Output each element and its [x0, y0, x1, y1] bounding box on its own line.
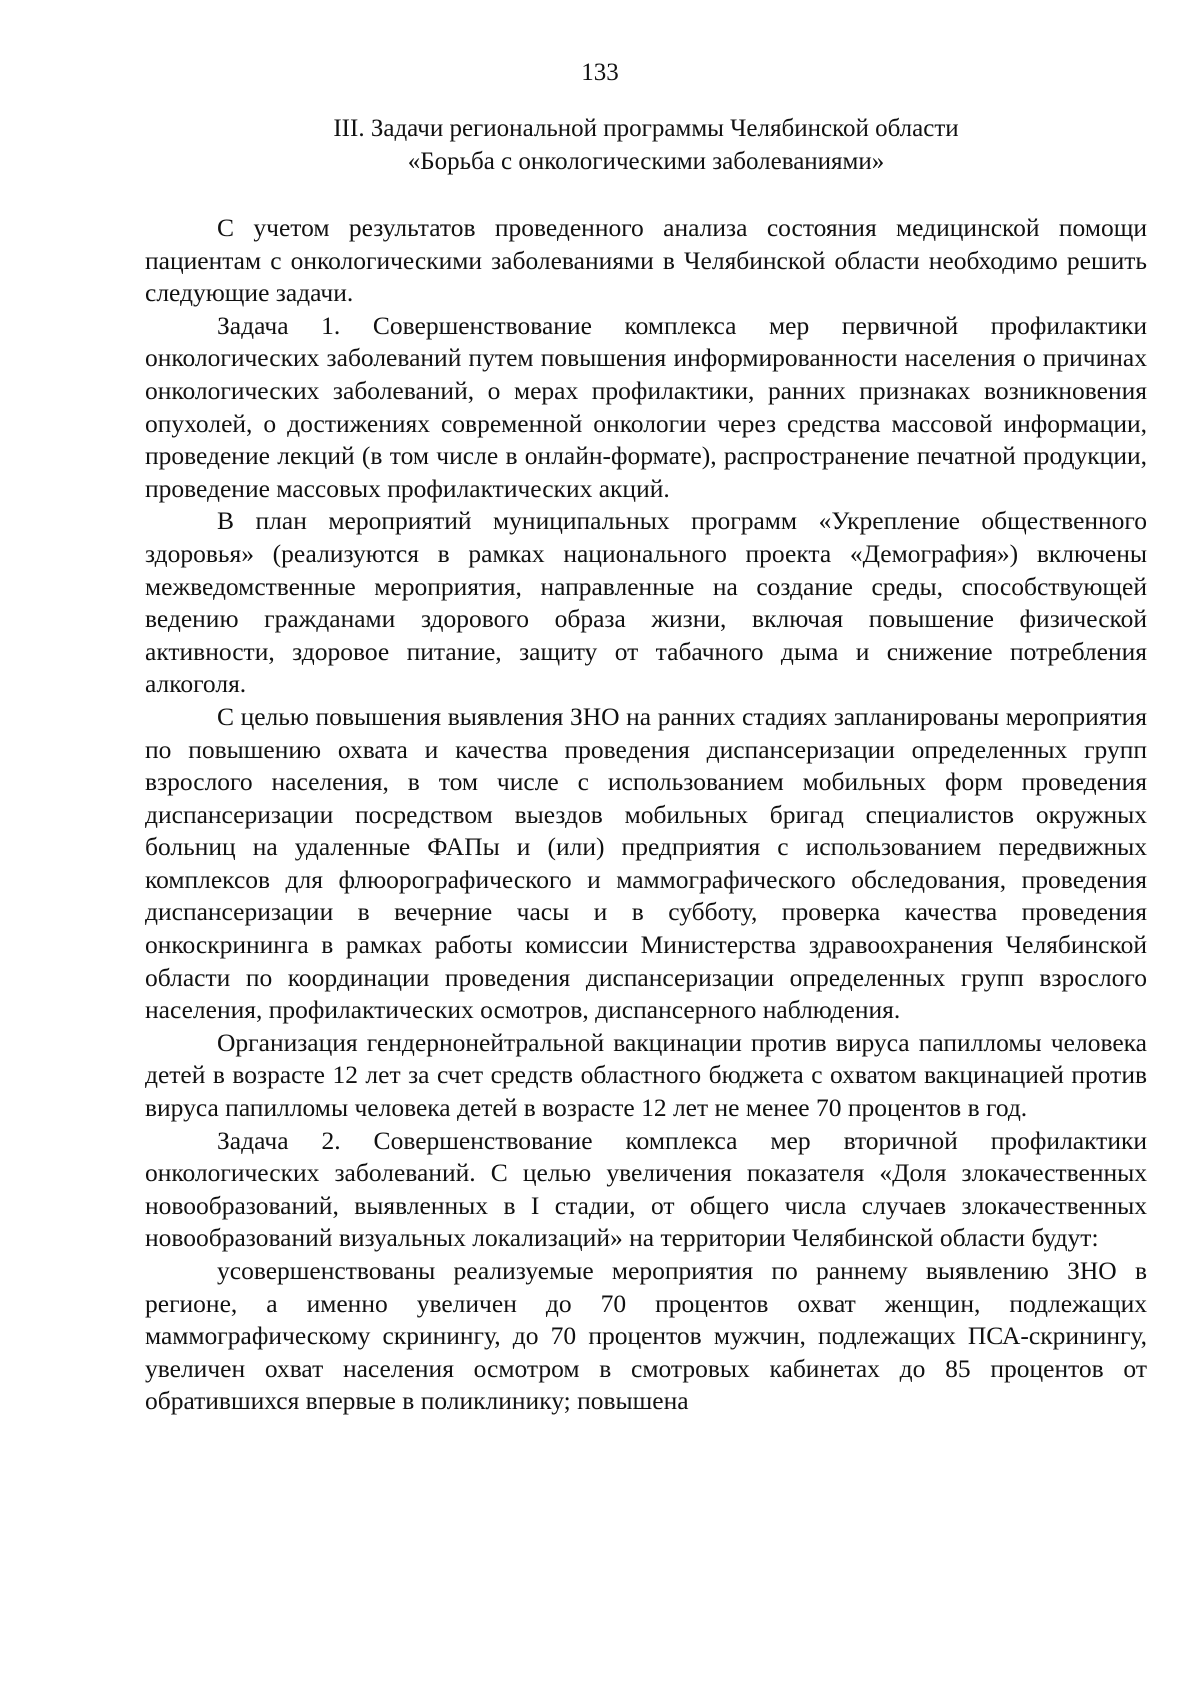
paragraph-screening: С целью повышения выявления ЗНО на ранних стадиях запланированы мероприятия по повышению охвата и качества проведения диспансеризации определенных групп взрослого населения, в том числе с использованием мобильных форм проведения диспансеризации посредством выездов мобильных бригад специалистов окружных больниц на удаленные ФАПы и (или) предприятия с использованием передвижных комплексов для флюорографического и маммографического обследования, проведения диспансеризации в вечерние часы и в субботу, проверка качества проведения онкоскрининга в рамках работы комиссии Министерства здравоохранения Челябинской области по координации проведения диспансеризации определенных групп взрослого населения, профилактических осмотров, диспансерного наблюдения.	[145, 701, 1147, 1025]
paragraph-early-detection: усовершенствованы реализуемые мероприятия по раннему выявлению ЗНО в регионе, а именно увеличен до 70 процентов охват женщин, подлежащих маммографическому скринингу, до 70 процентов мужчин, подлежащих ПСА-скринингу, увеличен охват населения осмотром в смотровых кабинетах до 85 процентов от обратившихся впервые в поликлинику; повышена	[145, 1256, 1147, 1416]
page-number: 133	[581, 59, 619, 86]
section-heading	[145, 112, 1147, 178]
heading-line-2: «Борьба с онкологическими заболеваниями»	[407, 148, 885, 175]
paragraph-task-1: Задача 1. Совершенствование комплекса мер первичной профилактики онкологических заболеваний путем повышения информированности населения о причинах онкологических заболеваний, о мерах профилактики, ранних признаках возникновения опухолей, о достижениях современной онкологии через средства массовой информации, проведение лекций (в том числе в онлайн-формате), распространение печатной продукции, проведение массовых профилактических акций.	[145, 310, 1147, 503]
paragraph-municipal-programs: В план мероприятий муниципальных программ «Укрепление общественного здоровья» (реализуются в рамках национального проекта «Демография») включены межведомственные мероприятия, направленные на создание среды, способствующей ведению гражданами здорового образа жизни, включая повышение физической активности, здоровое питание, защиту от табачного дыма и снижение потребления алкоголя.	[145, 506, 1147, 699]
heading-line-1: III. Задачи региональной программы Челябинской области	[333, 115, 959, 142]
body-text	[145, 212, 1147, 1418]
paragraph-task-2: Задача 2. Совершенствование комплекса мер вторичной профилактики онкологических заболеваний. С целью увеличения показателя «Доля злокачественных новообразований, выявленных в I стадии, от общего числа случаев злокачественных новообразований визуальных локализаций» на территории Челябинской области будут:	[145, 1125, 1147, 1253]
paragraph-vaccination: Организация гендернонейтральной вакцинации против вируса папилломы человека детей в возрасте 12 лет за счет средств областного бюджета с охватом вакцинацией против вируса папилломы человека детей в возрасте 12 лет не менее 70 процентов в год.	[145, 1027, 1147, 1123]
paragraph-intro: С учетом результатов проведенного анализа состояния медицинской помощи пациентам с онкологическими заболеваниями в Челябинской области необходимо решить следующие задачи.	[145, 213, 1147, 308]
